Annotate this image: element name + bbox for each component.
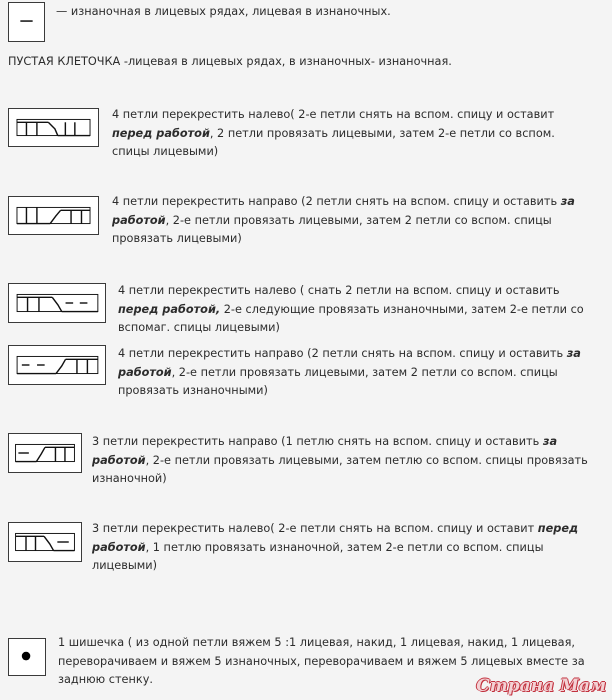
bobble-dot-icon	[9, 639, 45, 675]
cable-left-3-description: 3 петли перекрестить налево( 2-е петли снять на вспом. спицу и оставит перед работой, 1 петлю провязать изнаночной, затем 2-е петли со вспом. спицы лицевыми)	[92, 522, 579, 572]
cable-left-4-symbol	[8, 108, 99, 147]
cable-right-4-description: 4 петли перекрестить направо (2 петли снять на вспом. спицу и оставить за работой, 2-е петли провязать лицевыми, затем 2 петли со вспом. спицы провязать лицевыми)	[112, 195, 575, 245]
cable-right-4-purl-symbol	[8, 345, 106, 385]
cable-right-4-icon	[9, 197, 98, 234]
cable-right-4-purl-icon	[9, 346, 105, 384]
purl-description: — изнаночная в лицевых рядах, лицевая в изнаночных.	[56, 5, 391, 18]
cable-left-4-purl-symbol	[8, 283, 106, 323]
cable-right-4-symbol	[8, 196, 99, 235]
cable-left-4-purl-icon	[9, 284, 105, 322]
cable-right-3-symbol	[8, 433, 82, 473]
purl-symbol-box	[8, 2, 45, 42]
cable-left-4-icon	[9, 109, 98, 146]
cable-right-4-purl-description: 4 петли перекрестить направо (2 петли снять на вспом. спицу и оставить за работой, 2-е петли провязать лицевыми, затем 2 петли со вспом. спицы провязать изнаночными)	[118, 347, 581, 397]
empty-cell-description: ПУСТАЯ КЛЕТОЧКА -лицевая в лицевых рядах, в изнаночных- изнаночная.	[8, 55, 452, 68]
cable-left-4-description: 4 петли перекрестить налево( 2-е петли снять на вспом. спицу и оставит перед работой, 2 петли провязать лицевыми, затем 2-е петли со вспом. спицы лицевыми)	[112, 108, 555, 158]
cable-left-4-purl-description: 4 петли перекрестить налево ( снать 2 петли на вспом. спицу и оставить перед работой, 2-е следующие провязать изнаночными, затем 2-е петли со вспомаг. спицы лицевыми)	[118, 284, 584, 334]
bobble-description: 1 шишечка ( из одной петли вяжем 5 :1 лицевая, накид, 1 лицевая, накид, 1 лицевая, переворачиваем и вяжем 5 изнаночных, переворачиваем и вяжем 5 лицевых вместе за заднюю стенку.	[58, 636, 585, 686]
cable-right-3-description: 3 петли перекрестить направо (1 петлю снять на вспом. спицу и оставить за работой, 2-е петли провязать лицевыми, затем петлю со вспом. спицы провязать изнаночной)	[92, 435, 588, 485]
purl-dash-icon	[9, 3, 44, 41]
cable-left-3-symbol	[8, 522, 82, 562]
cable-right-3-icon	[9, 434, 81, 472]
bobble-symbol-box	[8, 638, 46, 676]
cable-left-3-icon	[9, 523, 81, 561]
watermark-logo: Страна Мам	[476, 676, 606, 696]
